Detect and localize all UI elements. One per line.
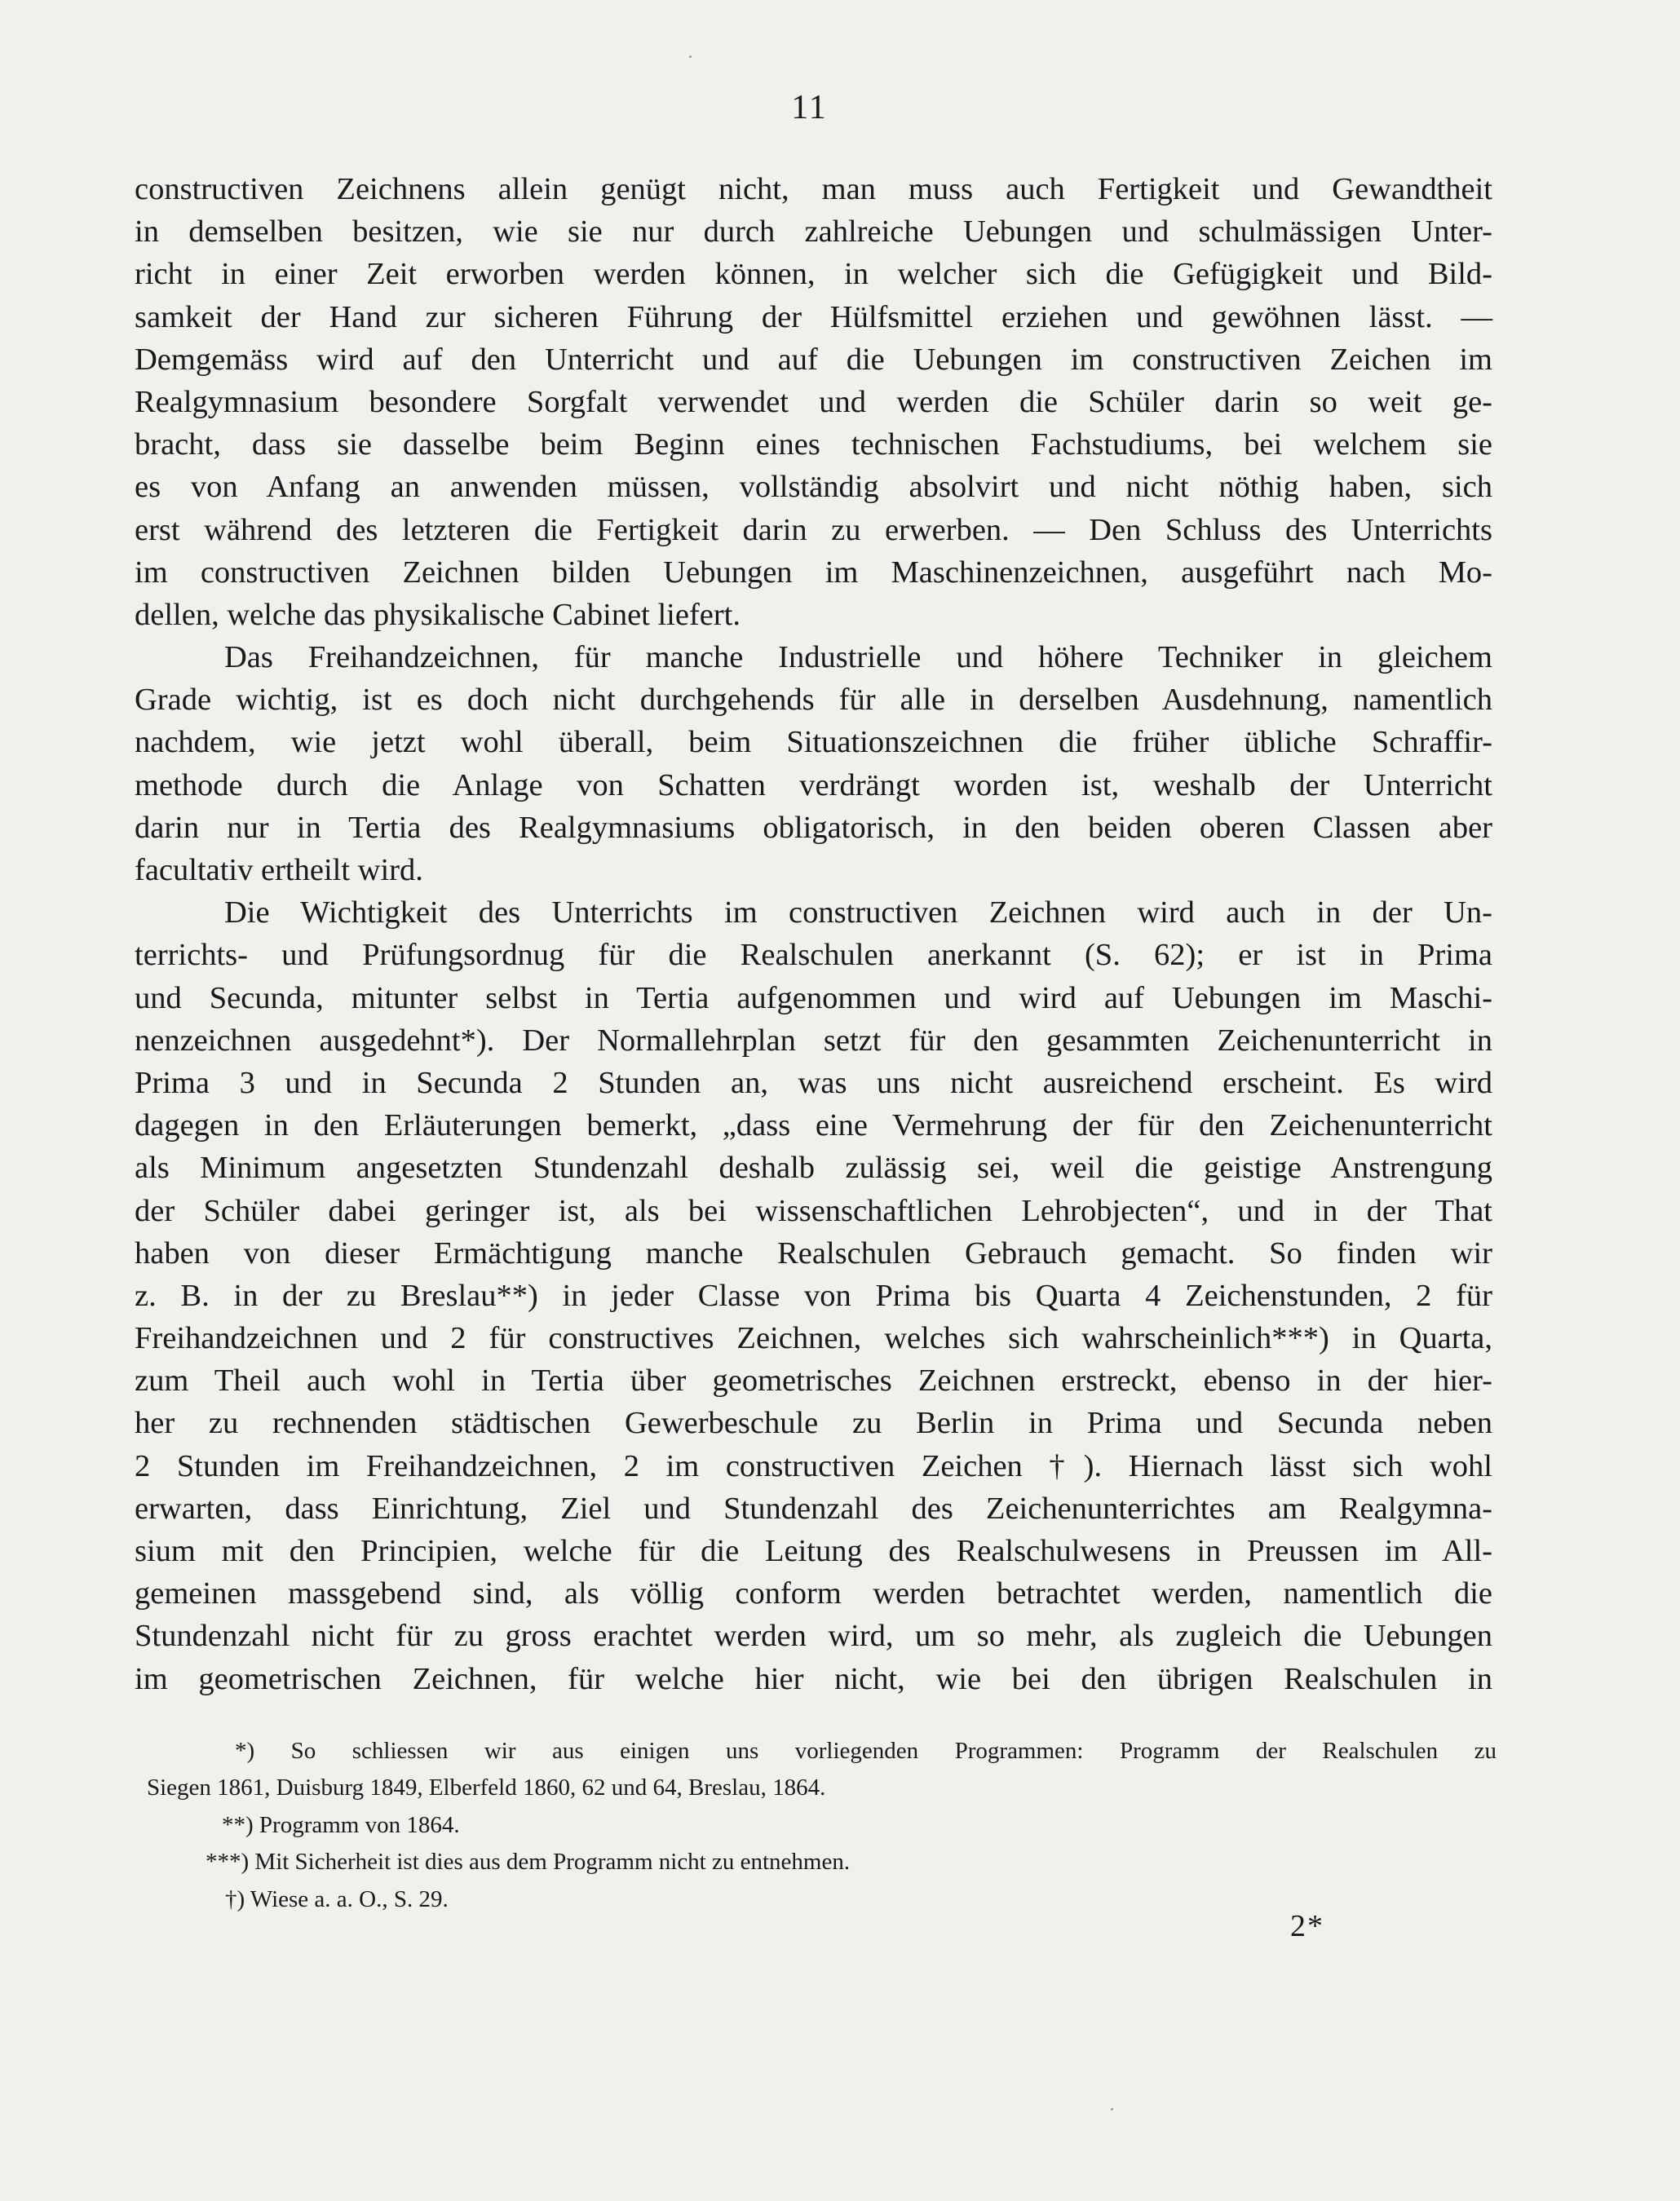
body-line: methode durch die Anlage von Schatten verdrängt worden ist, weshalb der Unterricht xyxy=(135,767,1492,802)
body-line: erwarten, dass Einrichtung, Ziel und Stundenzahl des Zeichenunterrichtes am Realgymna- xyxy=(135,1491,1492,1526)
paragraph-start-line: Das Freihandzeichnen, für manche Industrielle und höhere Techniker in gleichem xyxy=(224,640,1492,675)
body-line: in demselben besitzen, wie sie nur durch zahlreiche Uebungen und schulmässigen Unter- xyxy=(135,214,1492,250)
body-line: sium mit den Principien, welche für die Leitung des Realschulwesens in Preussen im All- xyxy=(135,1534,1492,1568)
body-line: darin nur in Tertia des Realgymnasiums obligatorisch, in den beiden oberen Classen aber xyxy=(135,810,1492,845)
body-line: her zu rechnenden städtischen Gewerbeschule zu Berlin in Prima und Secunda neben xyxy=(135,1406,1492,1441)
signature-mark: 2* xyxy=(1290,1909,1324,1943)
body-line: Realgymnasium besondere Sorgfalt verwendet und werden die Schüler darin so weit ge- xyxy=(135,384,1492,419)
body-line: im constructiven Zeichnen bilden Uebungen im Maschinenzeichnen, ausgeführt nach Mo- xyxy=(135,555,1492,590)
body-line: Stundenzahl nicht für zu gross erachtet werden wird, um so mehr, als zugleich die Uebungen xyxy=(135,1619,1492,1654)
footnote-1: *) So schliessen wir aus einigen uns vorliegenden Programmen: Programm der Realschulen zu xyxy=(235,1738,1497,1764)
footnote-1-continuation: Siegen 1861, Duisburg 1849, Elberfeld 1860, 62 und 64, Breslau, 1864. xyxy=(147,1775,826,1801)
body-line: dellen, welche das physikalische Cabinet liefert. xyxy=(135,597,741,632)
body-line: Prima 3 und in Secunda 2 Stunden an, was uns nicht ausreichend erscheint. Es wird xyxy=(135,1065,1492,1100)
body-line: nenzeichnen ausgedehnt*). Der Normallehrplan setzt für den gesammten Zeichenunterricht in xyxy=(135,1023,1492,1058)
body-line: terrichts- und Prüfungsordnug für die Realschulen anerkannt (S. 62); er ist in Prima xyxy=(135,938,1492,973)
body-line: gemeinen massgebend sind, als völlig conform werden betrachtet werden, namentlich die xyxy=(135,1576,1492,1611)
paragraph-start-line: Die Wichtigkeit des Unterrichts im constructiven Zeichnen wird auch in der Un- xyxy=(224,895,1492,930)
footnote-3: ***) Mit Sicherheit ist dies aus dem Programm nicht zu entnehmen. xyxy=(206,1849,851,1876)
paper-speck xyxy=(689,55,692,58)
body-line: Freihandzeichnen und 2 für constructives Zeichnen, welches sich wahrscheinlich***) in Quarta, xyxy=(135,1321,1492,1356)
body-line: constructiven Zeichnens allein genügt nicht, man muss auch Fertigkeit und Gewandtheit xyxy=(135,172,1492,206)
body-line: und Secunda, mitunter selbst in Tertia aufgenommen und wird auf Uebungen im Maschi- xyxy=(135,980,1492,1015)
footnotes xyxy=(147,1733,1497,1918)
body-line: es von Anfang an anwenden müssen, vollständig absolvirt und nicht nöthig haben, sich xyxy=(135,470,1492,505)
body-line: facultativ ertheilt wird. xyxy=(135,853,423,887)
body-line: Grade wichtig, ist es doch nicht durchgehends für alle in derselben Ausdehnung, namentlich xyxy=(135,683,1492,718)
body-line: im geometrischen Zeichnen, für welche hier nicht, wie bei den übrigen Realschulen in xyxy=(135,1661,1492,1696)
body-line: richt in einer Zeit erworben werden können, in welcher sich die Gefügigkeit und Bild- xyxy=(135,257,1492,292)
body-line: der Schüler dabei geringer ist, als bei wissenschaftlichen Lehrobjecten“, und in der That xyxy=(135,1193,1492,1228)
body-line: Demgemäss wird auf den Unterricht und auf die Uebungen im constructiven Zeichen im xyxy=(135,342,1492,377)
body-line: haben von dieser Ermächtigung manche Realschulen Gebrauch gemacht. So finden wir xyxy=(135,1235,1492,1271)
body-text xyxy=(135,168,1492,1700)
footnote-4: †) Wiese a. a. O., S. 29. xyxy=(225,1885,449,1912)
body-line: nachdem, wie jetzt wohl überall, beim Situationszeichnen die früher übliche Schraffir- xyxy=(135,725,1492,760)
footnote-2: **) Programm von 1864. xyxy=(222,1811,460,1838)
body-line: als Minimum angesetzten Stundenzahl deshalb zulässig sei, weil die geistige Anstrengung xyxy=(135,1151,1492,1186)
body-line: samkeit der Hand zur sicheren Führung der Hülfsmittel erziehen und gewöhnen lässt. — xyxy=(135,299,1492,334)
body-line: 2 Stunden im Freihandzeichnen, 2 im constructiven Zeichen †). Hiernach lässt sich wohl xyxy=(135,1448,1492,1483)
paper-speck xyxy=(1111,2108,1113,2110)
page-number: 11 xyxy=(791,89,828,126)
body-line: z. B. in der zu Breslau**) in jeder Classe von Prima bis Quarta 4 Zeichenstunden, 2 für xyxy=(135,1278,1492,1313)
body-line: dagegen in den Erläuterungen bemerkt, „dass eine Vermehrung der für den Zeichenunterricht xyxy=(135,1108,1492,1143)
body-line: bracht, dass sie dasselbe beim Beginn eines technischen Fachstudiums, bei welchem sie xyxy=(135,427,1492,462)
body-line: erst während des letzteren die Fertigkeit darin zu erwerben. — Den Schluss des Unterrichts xyxy=(135,512,1492,547)
body-line: zum Theil auch wohl in Tertia über geometrisches Zeichnen erstreckt, ebenso in der hier- xyxy=(135,1363,1492,1399)
